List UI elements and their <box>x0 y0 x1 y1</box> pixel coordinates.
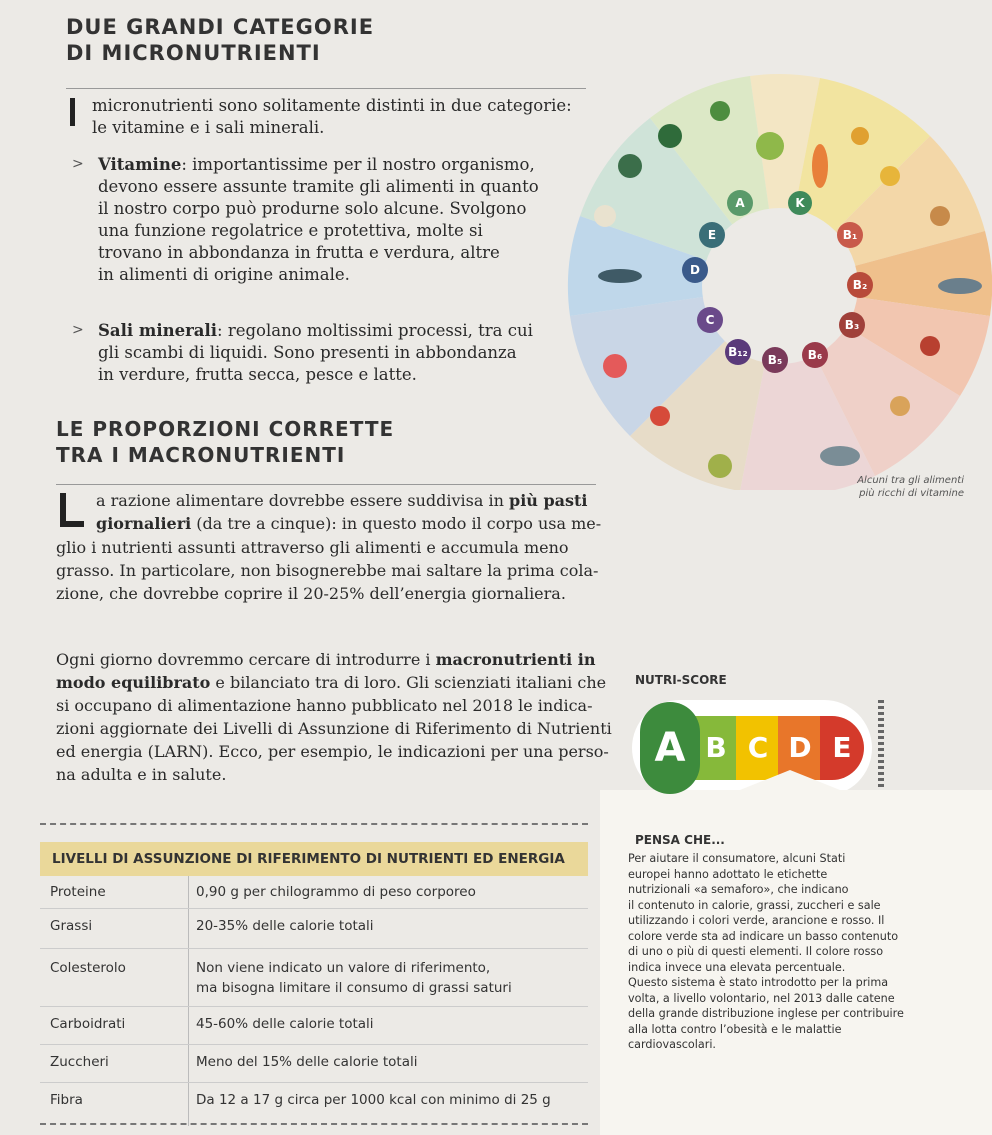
vitamin-badge-c: C <box>705 313 715 327</box>
paragraph-1-line-1: a razione alimentare dovrebbe essere suddivisa in più pasti <box>96 491 588 510</box>
intro-line-1: micronutrienti sono solitamente distinti in due categorie: <box>92 96 572 115</box>
vitamin-badge-e: E <box>707 228 717 242</box>
nutriscore-letter-c: C <box>736 716 780 780</box>
table-row-divider <box>40 908 588 909</box>
paragraph-2: Ogni giorno dovremmo cercare di introdurre i macronutrienti in modo equilibrato e bilanciato tra di loro. Gli scienziati italiani che si occupano di alimentazione hanno pubblicato nel 2018 le indica- zioni aggiornate dei Livelli di Assunzione di Riferimento di Nutrienti ed energia (LARN). Ecco, per esempio, le indicazioni per una perso- na adulta e in salute. <box>56 650 612 784</box>
section-title-micronutrienti: DUE GRANDI CATEGORIE DI MICRONUTRIENTI <box>66 15 375 65</box>
pensa-che-title: PENSA CHE... <box>635 833 725 847</box>
vitamin-badge-b5: B₅ <box>767 353 783 367</box>
wheel-caption: Alcuni tra gli alimenti più ricchi di vitamine <box>857 475 964 499</box>
speech-pointer-icon <box>720 770 860 794</box>
intro-line-2: le vitamine e i sali minerali. <box>92 118 325 137</box>
nutriscore-letter-a: A <box>640 702 700 794</box>
nutriscore-letter-e: E <box>820 716 864 780</box>
vitamin-badge-b3: B₃ <box>844 318 860 332</box>
section-title-proporzioni: LE PROPORZIONI CORRETTE TRA I MACRONUTRIENTI <box>56 417 395 467</box>
bullet-icon: > <box>72 156 84 172</box>
vitamin-food-wheel <box>560 70 992 490</box>
sali-paragraph: Sali minerali: regolano moltissimi processi, tra cui gli scambi di liquidi. Sono presenti in abbondanza in verdure, frutta secca, pesce e latte. <box>98 321 533 384</box>
nutriscore-barcode-icon <box>878 700 884 796</box>
table-row-divider <box>40 948 588 949</box>
table-row-divider <box>40 1006 588 1007</box>
table-row-divider <box>40 1082 588 1083</box>
table-row-divider <box>40 1044 588 1045</box>
vitamin-badge-b12: B₁₂ <box>728 345 748 359</box>
drop-cap-l-foot <box>60 521 84 527</box>
nutriscore-letter-d: D <box>778 716 822 780</box>
paragraph-1-rest: glio i nutrienti assunti attraverso gli alimenti e accumula meno grasso. In particolare, non bisognerebbe mai saltare la prima cola- zione, che dovrebbe coprire il 20-25% dell’energia giornaliera. <box>56 538 599 603</box>
title-divider <box>56 484 596 485</box>
vitamin-badge-a: A <box>735 196 745 210</box>
table-bottom-dashed-border <box>40 1123 588 1125</box>
paragraph-1-line-2: giornalieri (da tre a cinque): in questo modo il corpo usa me- <box>96 514 602 533</box>
vitamin-badge-b1: B₁ <box>842 228 858 242</box>
vitamin-badge-k: K <box>795 196 805 210</box>
nutriscore-title: NUTRI-SCORE <box>635 673 727 687</box>
table-top-dashed-border <box>40 823 588 825</box>
title-divider <box>66 88 586 89</box>
table-column-divider <box>188 876 189 1126</box>
vitamin-badge-b6: B₆ <box>807 348 823 362</box>
nutriscore-letter-b: B <box>694 716 738 780</box>
vitamin-badge-b2: B₂ <box>852 278 868 292</box>
vitamin-badge-d: D <box>690 263 700 277</box>
vitamine-paragraph: Vitamine: importantissime per il nostro organismo, devono essere assunte tramite gli alimenti in quanto il nostro corpo può produrne solo alcune. Svolgono una funzione regolatrice e protettiva, molte si trovano in abbondanza in frutta e verdura, altre in alimenti di origine animale. <box>98 155 539 284</box>
table-title: LIVELLI DI ASSUNZIONE DI RIFERIMENTO DI NUTRIENTI ED ENERGIA <box>40 842 588 876</box>
drop-cap-i <box>70 98 75 126</box>
pensa-che-text: Per aiutare il consumatore, alcuni Stati europei hanno adottato le etichette nutrizionali «a semaforo», che indicano il contenuto in calorie, grassi, zuccheri e sale utilizzando i colori verde, arancione e rosso. Il colore verde sta ad indicare un basso contenuto di uno o più di questi elementi. Il colore rosso indica invece una elevata percentuale. Questo sistema è stato introdotto per la prima volta, a livello volontario, nel 2013 dalle catene della grande distribuzione inglese per contribuire alla lotta contro l’obesità e le malattie cardiovascolari. <box>628 852 904 1051</box>
bullet-icon: > <box>72 322 84 338</box>
